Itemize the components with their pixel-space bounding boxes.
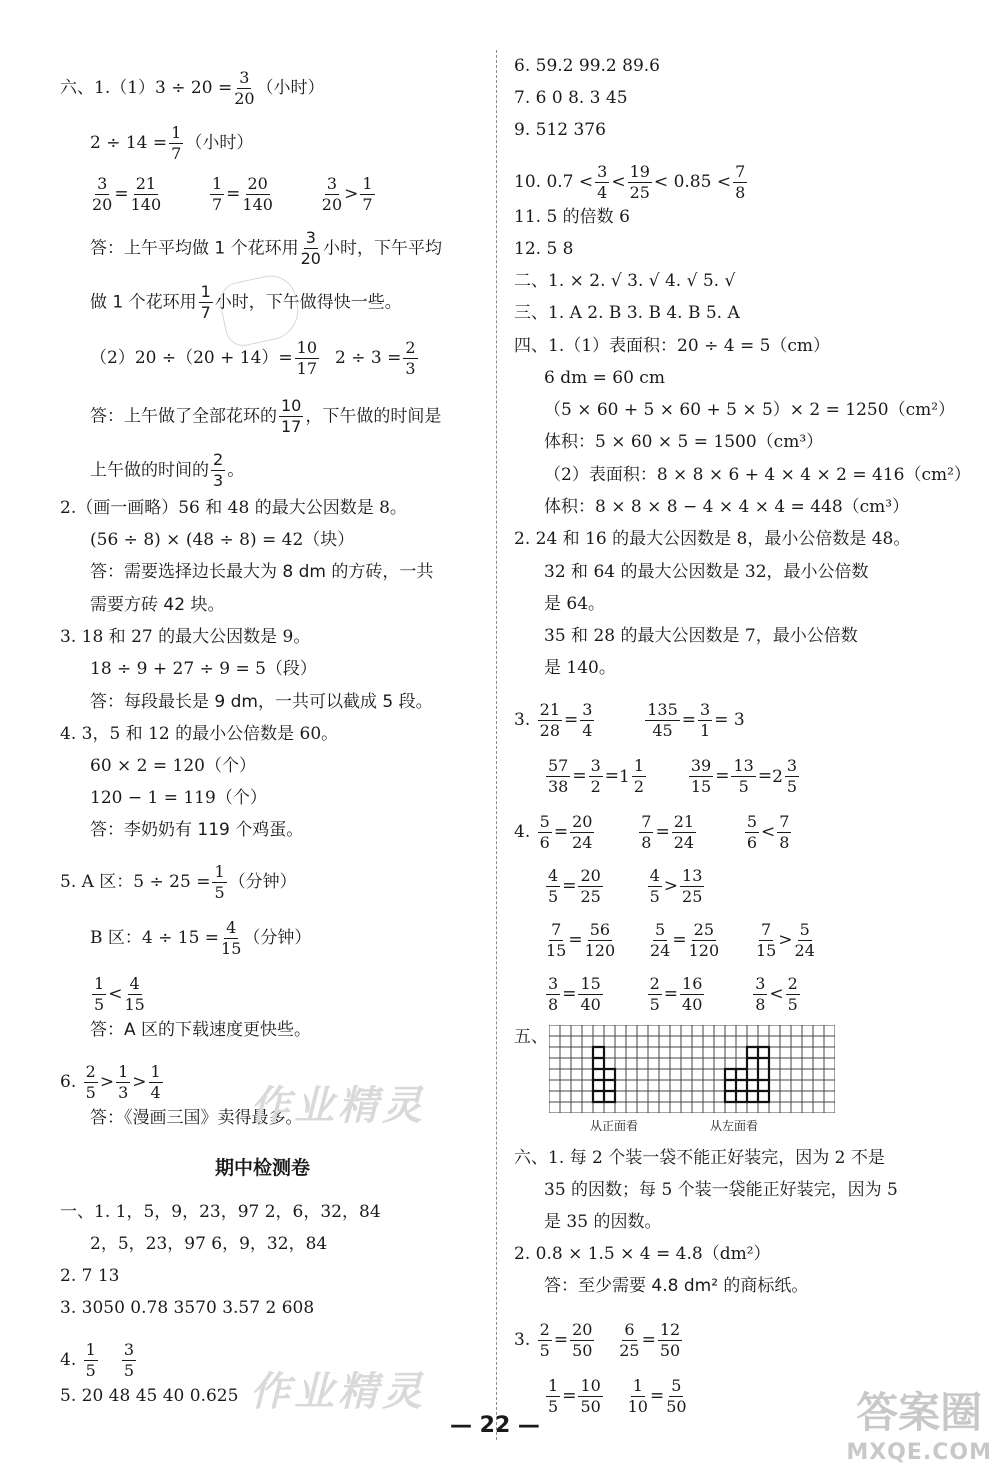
answer-line: 答：至少需要 4.8 dm² 的商标纸。 (544, 1276, 809, 1296)
answer-line: 2. 0.8 × 1.5 × 4 = 4.8（dm²） (514, 1244, 771, 1264)
answer-line: 5. A 区：5 ÷ 25 = $\frac{1}{5}$ （分钟） (60, 862, 297, 902)
answer-line: 6. $\frac{2}{5}$ > $\frac{1}{3}$ > $\frac{1}{4}$ (60, 1062, 161, 1102)
answer-line: 5. 20 48 45 40 0.625 (60, 1386, 239, 1406)
answer-line: 3. 18 和 27 的最大公因数是 9。 (60, 627, 311, 647)
answer-line: 是 140。 (544, 658, 616, 678)
answer-line: 六、1.（1）3 ÷ 20 = $\frac{3}{20}$ （小时） (60, 68, 325, 108)
answer-line: 2.（画一画略）56 和 48 的最大公因数是 8。 (60, 498, 407, 518)
watermark: 作业精灵 (250, 1083, 426, 1129)
answer-line: $\frac{7}{15}$ = $\frac{56}{120}$ $\frac{5}{24}$ = $\frac{25}{120}$ $\frac{7}{15}$ > $\frac{5}{24}$ (546, 920, 815, 960)
answer-line: 4. 3，5 和 12 的最小公倍数是 60。 (60, 724, 339, 744)
answer-line: 60 × 2 = 120（个） (90, 756, 256, 776)
answer-line: 3. $\frac{2}{5}$ = $\frac{20}{50}$ $\frac{6}{25}$ = $\frac{12}{50}$ (514, 1320, 681, 1360)
answer-line: B 区：4 ÷ 15 = $\frac{4}{15}$ （分钟） (90, 918, 312, 958)
answer-line: $\frac{1}{5}$ < $\frac{4}{15}$ (94, 974, 145, 1014)
grid-label-front: 从正面看 (590, 1119, 639, 1133)
answer-line: 四、1.（1）表面积：20 ÷ 4 = 5（cm） (514, 336, 831, 356)
answer-line: 9. 512 376 (514, 120, 606, 140)
answer-line: 是 35 的因数。 (544, 1212, 662, 1232)
answer-line: 120 − 1 = 119（个） (90, 788, 267, 808)
answer-line: $\frac{3}{20}$ = $\frac{21}{140}$ $\frac{1}{7}$ = $\frac{20}{140}$ $\frac{3}{20}$ > $\frac{1}{7}$ (92, 174, 373, 214)
answer-line: 2. 7 13 (60, 1266, 120, 1286)
answer-line: 答：李奶奶有 119 个鸡蛋。 (90, 820, 304, 840)
answer-line: 答：《漫画三国》卖得最多。 (90, 1108, 303, 1128)
answer-line: 答：上午平均做 1 个花环用 $\frac{3}{20}$ 小时，下午平均 (90, 228, 442, 268)
grid-label-left: 从左面看 (710, 1119, 759, 1133)
answer-line: 答：需要选择边长最大为 8 dm 的方砖，一共 (90, 562, 434, 582)
answer-line: $\frac{3}{8}$ = $\frac{15}{40}$ $\frac{2}{5}$ = $\frac{16}{40}$ $\frac{3}{8}$ < $\frac{2}{5}$ (548, 974, 798, 1014)
answer-line: $\frac{4}{5}$ = $\frac{20}{25}$ $\frac{4}{5}$ > $\frac{13}{25}$ (548, 866, 703, 906)
answer-line: 三、1. A 2. B 3. B 4. B 5. A (514, 303, 740, 323)
answer-line: 32 和 64 的最大公因数是 32，最小公倍数 (544, 562, 869, 582)
answer-line: 4. $\frac{1}{5}$ $\frac{3}{5}$ (60, 1340, 135, 1380)
answer-line: 答：A 区的下载速度更快些。 (90, 1020, 312, 1040)
answer-line: 五、 (514, 1027, 548, 1047)
answer-line: 10. 0.7 < $\frac{3}{4}$ < $\frac{19}{25}$ < 0.85 < $\frac{7}{8}$ (514, 162, 746, 202)
section-title: 期中检测卷 (215, 1157, 311, 1179)
answer-line: 6. 59.2 99.2 89.6 (514, 56, 660, 76)
answer-line: 答：每段最长是 9 dm，一共可以截成 5 段。 (90, 692, 433, 712)
answer-line: (56 ÷ 8) × (48 ÷ 8) = 42（块） (90, 530, 355, 550)
watermark: 作业精灵 (250, 1369, 426, 1415)
answer-line: 体积：8 × 8 × 8 − 4 × 4 × 4 = 448（cm³） (544, 497, 910, 517)
answer-line: 做 1 个花环用 $\frac{1}{7}$ 小时，下午做得快一些。 (90, 282, 402, 322)
answer-line: 6 dm = 60 cm (544, 368, 665, 388)
answer-line: 六、1. 每 2 个装一袋不能正好装完，因为 2 不是 (514, 1148, 885, 1168)
page-number: — 22 — (450, 1413, 540, 1438)
answer-line: 18 ÷ 9 + 27 ÷ 9 = 5（段） (90, 659, 317, 679)
answer-line: 一、1. 1，5，9，23，97 2，6，32，84 (60, 1202, 381, 1222)
answer-line: 4. $\frac{5}{6}$ = $\frac{20}{24}$ $\frac{7}{8}$ = $\frac{21}{24}$ $\frac{5}{6}$ < $\frac{7}{8}$ (514, 812, 790, 852)
answer-line: $\frac{1}{5}$ = $\frac{10}{50}$ $\frac{1}{10}$ = $\frac{5}{50}$ (548, 1376, 687, 1416)
answer-line: 12. 5 8 (514, 239, 574, 259)
answer-line: 35 的因数；每 5 个装一袋能正好装完，因为 5 (544, 1180, 898, 1200)
answer-line: 35 和 28 的最大公因数是 7，最小公倍数 (544, 626, 858, 646)
answer-line: 7. 6 0 8. 3 45 (514, 88, 628, 108)
view-grid-figure (549, 1025, 835, 1113)
answer-line: （5 × 60 + 5 × 60 + 5 × 5）× 2 = 1250（cm²） (544, 400, 956, 420)
answer-line: 11. 5 的倍数 6 (514, 207, 630, 227)
answer-line: 3. 3050 0.78 3570 3.57 2 608 (60, 1298, 315, 1318)
answer-line: 需要方砖 42 块。 (90, 595, 225, 615)
brand-logo: 答案圈 MXQE.COM (846, 1388, 992, 1465)
answer-line: 2 ÷ 14 = $\frac{1}{7}$ （小时） (90, 123, 254, 163)
answer-line: 体积：5 × 60 × 5 = 1500（cm³） (544, 432, 824, 452)
answer-line: 二、1. × 2. √ 3. √ 4. √ 5. √ (514, 271, 736, 291)
answer-line: 3. $\frac{21}{28}$ = $\frac{3}{4}$ $\frac{135}{45}$ = $\frac{3}{1}$ = 3 (514, 700, 745, 740)
answer-line: 上午做的时间的 $\frac{2}{3}$ 。 (90, 450, 245, 490)
answer-line: 是 64。 (544, 594, 606, 614)
answer-line: 2. 24 和 16 的最大公因数是 8，最小公倍数是 48。 (514, 529, 911, 549)
answer-line: $\frac{57}{38}$ = $\frac{3}{2}$ = 1 $\frac{1}{2}$ $\frac{39}{15}$ = $\frac{13}{5}$ = 2 $\frac{3}{5}$ (548, 756, 798, 796)
answer-line: 2，5，23，97 6，9，32，84 (90, 1234, 328, 1254)
answer-line: （2）表面积：8 × 8 × 6 + 4 × 4 × 2 = 416（cm²） (544, 465, 971, 485)
answer-line: 答：上午做了全部花环的 $\frac{10}{17}$ ，下午做的时间是 (90, 396, 442, 436)
column-divider (496, 50, 497, 1440)
answer-line: （2）20 ÷（20 + 14）= $\frac{10}{17}$ 2 ÷ 3 = $\frac{2}{3}$ (90, 338, 416, 378)
